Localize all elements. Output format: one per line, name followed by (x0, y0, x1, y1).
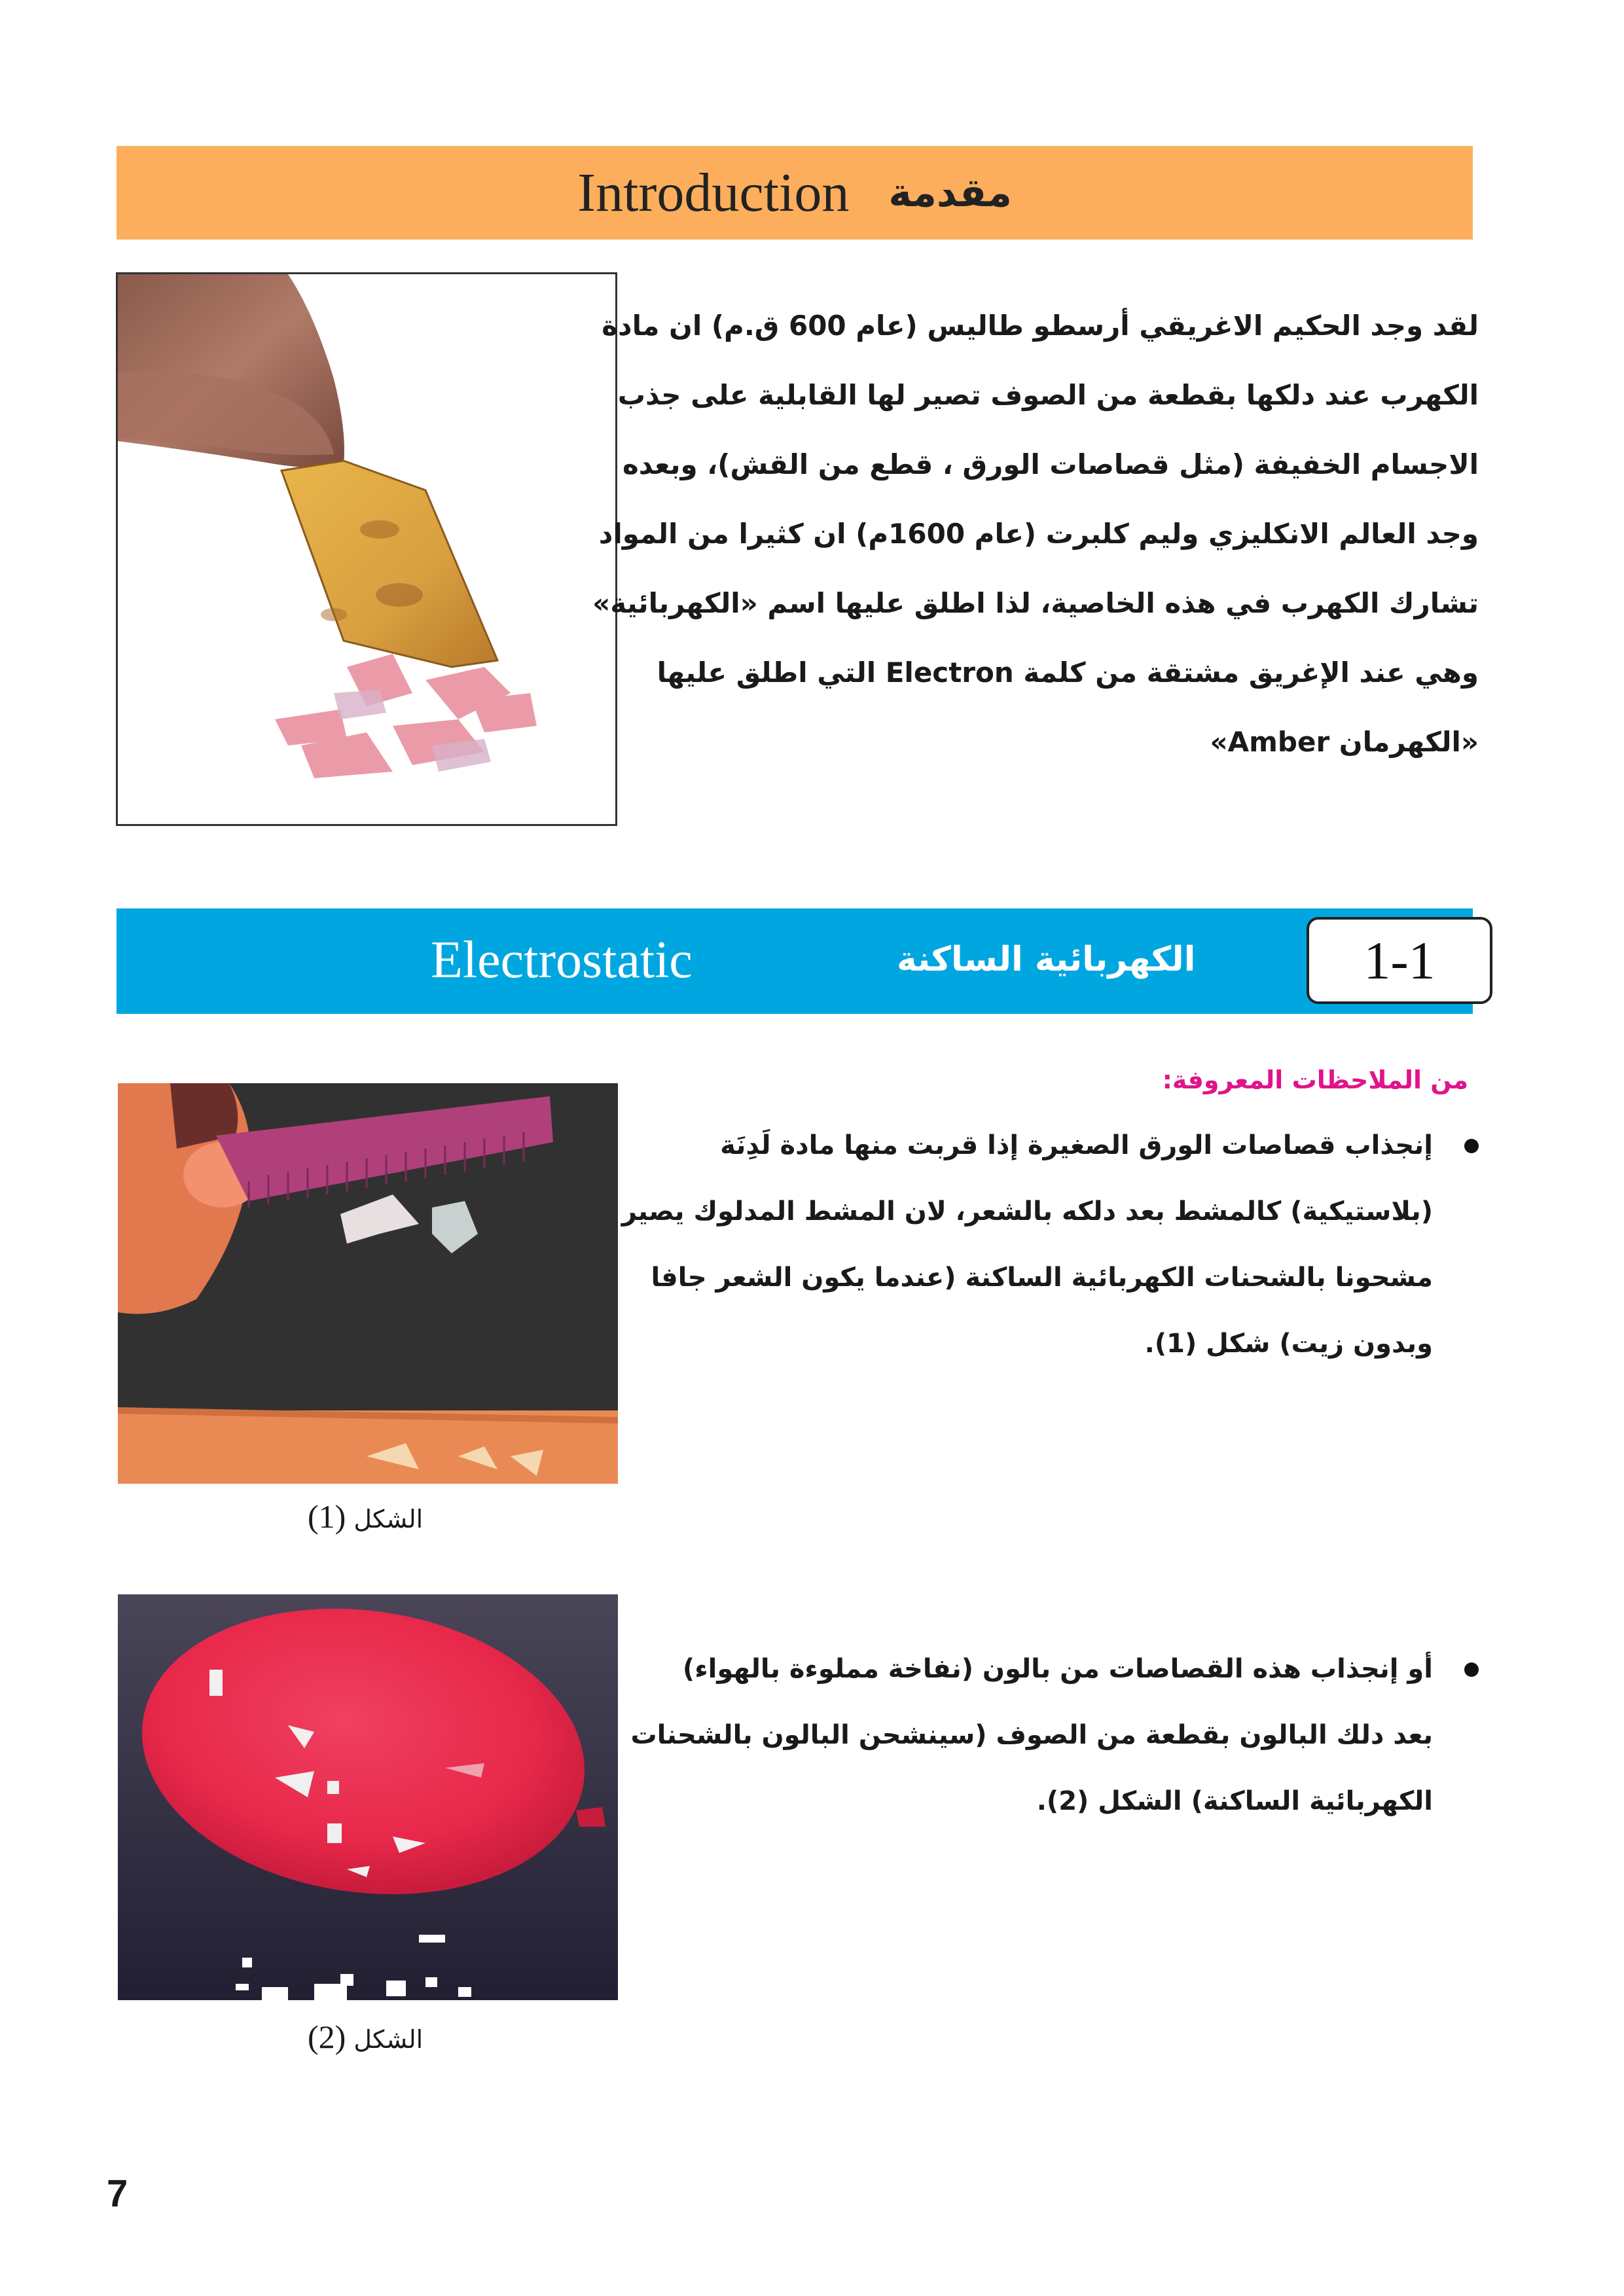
intro-banner (117, 146, 1473, 240)
figure-2-caption (308, 2018, 423, 2056)
intro-line-1: لقد وجد الحكيم الاغريقي أرسطو طاليس (عام 600 ق.م) ان مادة (602, 310, 1479, 342)
figure-2-number: (2) (308, 2018, 346, 2055)
intro-line-3: الاجسام الخفيفة (مثل قصاصات الورق ، قطع من القش)، وبعده (622, 448, 1479, 480)
notes-title: من الملاحظات المعروفة: (1162, 1066, 1468, 1094)
bullet-item-2 (630, 1636, 1479, 1835)
section-title-en: Electrostatic (431, 931, 693, 989)
balloon-illustration (118, 1594, 618, 2000)
intro-paragraph (592, 291, 1479, 777)
amber-photo (116, 272, 617, 826)
amber-hand-illustration (118, 274, 615, 824)
balloon-photo (118, 1594, 618, 2000)
page-number: 7 (107, 2172, 128, 2215)
intro-line-7: «الكهرمان Amber» (1210, 726, 1479, 758)
intro-line-2: الكهرب عند دلكها بقطعة من الصوف تصير لها القابلية على جذب (617, 379, 1479, 411)
figure-1-caption (308, 1498, 423, 1535)
comb-photo (118, 1083, 618, 1484)
bullet-icon (1464, 1139, 1479, 1153)
bullet-item-1 (621, 1113, 1479, 1377)
figure-1-label: الشكل (353, 1505, 424, 1534)
section-banner (117, 908, 1473, 1014)
bullet-2-line-2: بعد دلك البالون بقطعة من الصوف (سينشحن البالون بالشحنات (630, 1720, 1433, 1750)
section-title-ar: الكهربائية الساكنة (897, 940, 1196, 979)
intro-title-ar: مقدمة (888, 170, 1012, 216)
intro-line-6: وهي عند الإغريق مشتقة من كلمة Electron التي اطلق عليها (657, 656, 1479, 689)
bullet-1-line-1: إنجذاب قصاصات الورق الصغيرة إذا قربت منها مادة لَدِنَة (720, 1130, 1433, 1160)
bullet-2-line-3: الكهربائية الساكنة) الشكل (2). (1036, 1786, 1433, 1816)
intro-line-4: وجد العالم الانكليزي وليم كلبرت (عام 1600م) ان كثيرا من المواد (598, 518, 1479, 550)
bullet-1-line-3: مشحونا بالشحنات الكهربائية الساكنة (عندما يكون الشعر جافا (651, 1263, 1433, 1293)
intro-line-5: تشارك الكهرب في هذه الخاصية، لذا اطلق عليها اسم «الكهربائية» (592, 587, 1479, 619)
bullet-1-line-2: (بلاستيكية) كالمشط بعد دلكه بالشعر، لان المشط المدلوك يصير (621, 1196, 1433, 1227)
bullet-1-line-4: وبدون زيت) شكل (1). (1144, 1329, 1433, 1359)
bullet-icon (1464, 1662, 1479, 1677)
section-number-badge: 1-1 (1307, 917, 1492, 1004)
bullet-2-line-1: أو إنجذاب هذه القصاصات من بالون (نفاخة مملوءة بالهواء) (682, 1654, 1433, 1684)
comb-illustration (118, 1083, 618, 1484)
figure-2-label: الشكل (353, 2025, 424, 2054)
figure-1-number: (1) (308, 1498, 346, 1535)
intro-title-en: Introduction (577, 162, 850, 223)
